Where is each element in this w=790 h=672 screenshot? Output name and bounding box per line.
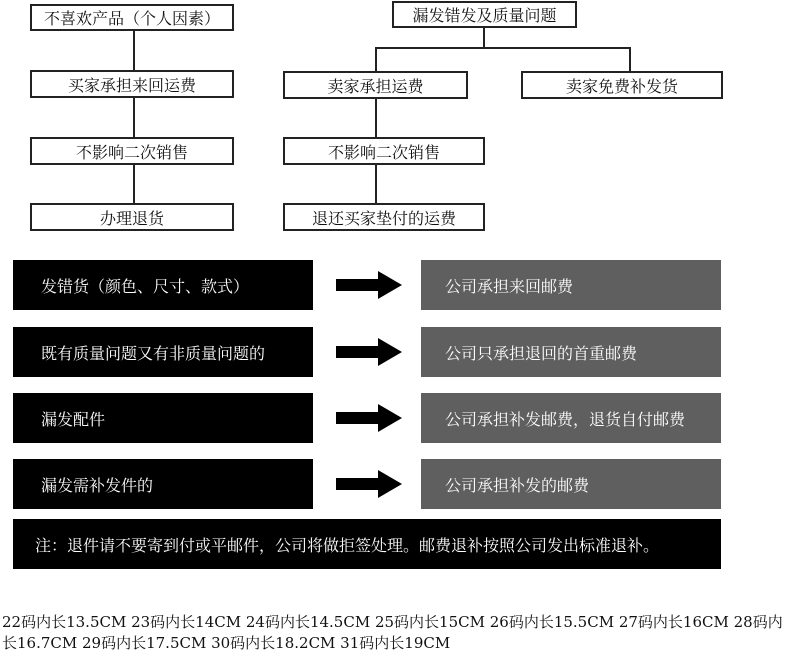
flow-left-step2: 不影响二次销售 [30,137,234,165]
rule-condition: 发错货（颜色、尺寸、款式） [13,260,313,310]
right-arrow-icon [336,338,402,366]
size-chart-text: 22码内长13.5CM 23码内长14CM 24码内长14.5CM 25码内长15CM 26码内长15.5CM 27码内长16CM 28码内长16.7CM 29码内长17.5CM 30码内长18.2CM 31码内长19CM [2,613,783,652]
connector [483,28,485,48]
connector [133,165,135,203]
flow-left-step3: 办理退货 [30,203,234,231]
rule-result: 公司承担补发邮费，退货自付邮费 [421,393,721,443]
rule-condition: 漏发需补发件的 [13,459,313,509]
flow-left-start: 不喜欢产品（个人因素） [30,4,234,31]
connector [375,99,377,137]
connector [133,31,135,70]
right-arrow-icon [336,271,402,299]
flow-right-branch-b: 卖家免费补发货 [521,71,723,99]
connector [375,47,631,49]
rule-condition: 既有质量问题又有非质量问题的 [13,327,313,377]
rule-result: 公司承担补发的邮费 [421,459,721,509]
rule-result: 公司承担来回邮费 [421,260,721,310]
right-arrow-icon [336,470,402,498]
rule-result: 公司只承担退回的首重邮费 [421,327,721,377]
flow-right-start: 漏发错发及质量问题 [392,1,577,28]
flow-right-step3: 退还买家垫付的运费 [283,203,485,231]
connector [629,47,631,71]
right-arrow-icon [336,404,402,432]
connector [133,98,135,137]
rule-condition: 漏发配件 [13,393,313,443]
connector [375,47,377,71]
return-note: 注：退件请不要寄到付或平邮件，公司将做拒签处理。邮费退补按照公司发出标准退补。 [13,519,721,569]
flow-right-branch-a: 卖家承担运费 [283,71,468,99]
flow-right-step2: 不影响二次销售 [283,137,485,165]
connector [375,165,377,203]
flow-left-step1: 买家承担来回运费 [30,70,234,98]
